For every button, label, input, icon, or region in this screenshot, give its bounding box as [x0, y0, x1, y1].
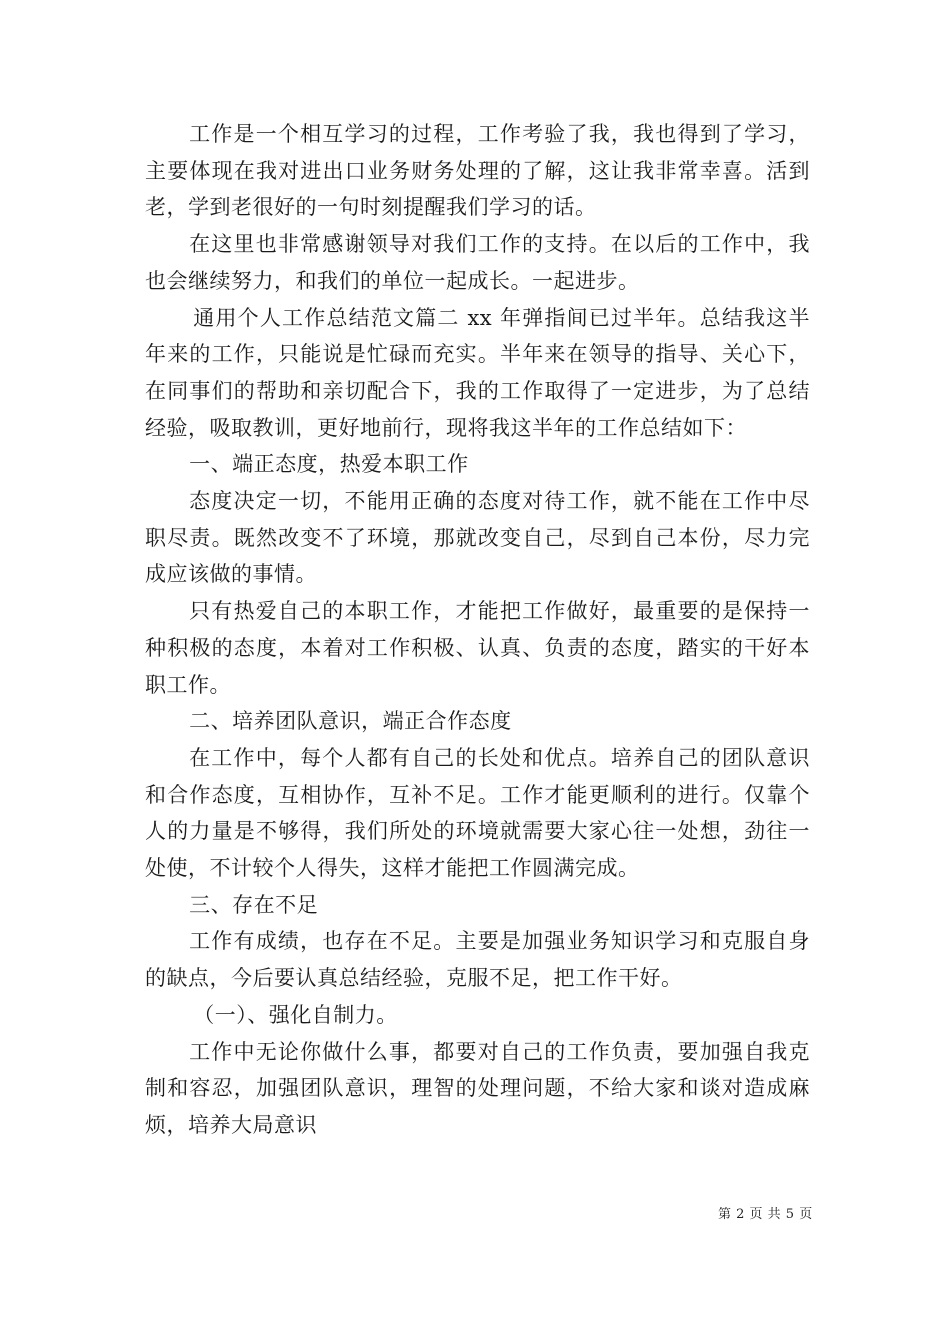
paragraph-1: 工作是一个相互学习的过程，工作考验了我，我也得到了学习，主要体现在我对进出口业务财务处理的了解，这让我非常幸喜。活到老，学到老很好的一句时刻提醒我们学习的话。 — [145, 122, 810, 220]
page-number-footer: 第 2 页 共 5 页 — [718, 1207, 813, 1222]
paragraph-6: 在工作中，每个人都有自己的长处和优点。培养自己的团队意识和合作态度，互相协作，互补不足。工作才能更顺利的进行。仅靠个人的力量是不够得，我们所处的环境就需要大家心往一处想，劲往一处使，不计较个人得失，这样才能把工作圆满完成。 — [145, 745, 810, 881]
paragraph-3: 通用个人工作总结范文篇二 xx 年弹指间已过半年。总结我这半年来的工作，只能说是忙碌而充实。半年来在领导的指导、关心下，在同事们的帮助和亲切配合下，我的工作取得了一定进步，为了总结经验，吸取教训，更好地前行，现将我这半年的工作总结如下： — [145, 305, 810, 440]
paragraph-2: 在这里也非常感谢领导对我们工作的支持。在以后的工作中，我也会继续努力，和我们的单位一起成长。一起进步。 — [145, 232, 810, 293]
section-heading-3: 三、存在不足 — [189, 892, 319, 917]
document-body — [145, 116, 810, 1144]
paragraph-7: 工作有成绩，也存在不足。主要是加强业务知识学习和克服自身的缺点，今后要认真总结经验，克服不足，把工作干好。 — [145, 929, 810, 991]
paragraph-5: 只有热爱自己的本职工作，才能把工作做好，最重要的是保持一种积极的态度，本着对工作积极、认真、负责的态度，踏实的干好本职工作。 — [145, 599, 810, 697]
subsection-heading-1: （一）、强化自制力。 — [193, 1002, 398, 1027]
section-heading-2: 二、培养团队意识，端正合作态度 — [189, 709, 512, 734]
section-heading-1: 一、端正态度，热爱本职工作 — [189, 452, 469, 477]
paragraph-8: 工作中无论你做什么事，都要对自己的工作负责，要加强自我克制和容忍，加强团队意识，理智的处理问题，不给大家和谈对造成麻烦，培养大局意识 — [145, 1039, 810, 1137]
paragraph-4: 态度决定一切，不能用正确的态度对待工作，就不能在工作中尽职尽责。既然改变不了环境，那就改变自己，尽到自己本份，尽力完成应该做的事情。 — [145, 489, 810, 587]
